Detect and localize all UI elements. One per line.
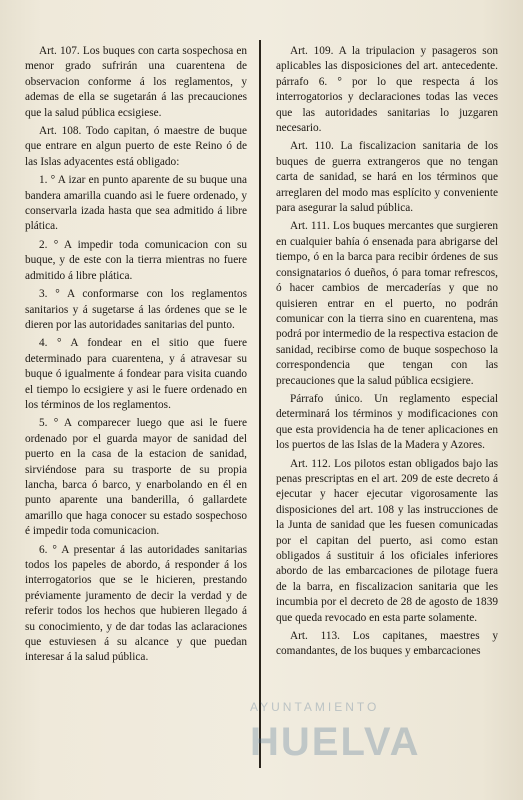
article-108-item-2: 2. ° A impedir toda comunicacion con su buque, y de este con la tierra mientras no fuere admitido á libre plática. — [25, 238, 247, 282]
watermark — [210, 700, 510, 800]
article-108-item-6: 6. ° A presentar á las autoridades sanitarias todos los papeles de abordo, á responder á los interrogatorios que se le hicieren, prestando préviamente juramento de decir la verdad y de referir todos los hechos que hubieren llegado á su conocimiento, y de dar todas las aclaraciones que estuviesen á su alcance y que puedan interesar á la salud pública. — [25, 543, 247, 664]
article-108-item-4: 4. ° A fondear en el sitio que fuere determinado para cuarentena, y á atravesar su buque ó igualmente á fondear para visita cuando el tiempo lo ecsigiere y asi le fuere ordenado en los términos de los reglamentos. — [25, 337, 247, 411]
article-112: Art. 112. Los pilotos estan obligados bajo las penas prescriptas en el art. 209 de este decreto á ejecutar y hacer ejecutar vigorosamente las disposiciones del art. 108 y las instrucciones de la Junta de sanidad que les fuesen comunicadas por el capitan del puerto, asi como estan obligados á sustituir á los oficiales inferiores abordo de las embarcaciones de pilotage fuera de la barra, en fiscalizacion sanitaria que les incumbia por el decreto de 28 de agosto de 1839 que queda revocado en esta parte solamente. — [276, 457, 498, 624]
article-109: Art. 109. A la tripulacion y pasageros son aplicables las disposiciones del art. antecedente. párrafo 6. ° por lo que respecta á los interrogatorios y declaraciones todas las veces que las autoridades sanitarias lo juzgaren necesario. — [276, 45, 498, 135]
left-column — [25, 44, 247, 669]
article-107: Art. 107. Los buques con carta sospechosa en menor grado sufrirán una cuarentena de observacion conforme á los reglamentos, y ademas de ella se sugetarán á las precauciones que la salud pública ecsigiese. — [25, 45, 247, 119]
article-108-item-5: 5. ° A comparecer luego que asi le fuere ordenado por el guarda mayor de sanidad del puerto en la casa de la estacion de sanidad, sirviéndose para su trasporte de su propia lancha, barca ó barco, y enarbolando en él en punto aparente una banderilla, ó gallardete amarillo que haga conocer su estado sospechoso é impedir toda comunicacion. — [25, 417, 247, 538]
right-column — [276, 44, 498, 663]
article-108-item-1: 1. ° A izar en punto aparente de su buque una bandera amarilla cuando asi le fuere ordenado, y conservarla izada hasta que sea admitido á libre plática. — [25, 174, 247, 233]
article-111-paragraph-unico: Párrafo único. Un reglamento especial determinará los términos y modificaciones con que esta providencia ha de tener aplicaciones en los puertos de las Islas de la Madera y Azores. — [276, 392, 498, 452]
column-divider — [259, 40, 261, 768]
watermark-big-text: HUELVA — [250, 720, 421, 764]
watermark-small-text: AYUNTAMIENTO — [250, 700, 380, 714]
article-110: Art. 110. La fiscalizacion sanitaria de los buques de guerra extrangeros que no tengan carta de sanidad, se hará en los términos que arreglaren del modo mas esplícito y conveniente para asegurar la salud pública. — [276, 140, 498, 215]
article-108: Art. 108. Todo capitan, ó maestre de buque que entrare en algun puerto de este Reino ó de las Islas adyacentes está obligado: — [25, 125, 247, 168]
article-111: Art. 111. Los buques mercantes que surgieren en cualquier bahía ó ensenada para abrigarse del tiempo, ó en la barca para recibir órdenes de sus consignatarios ó dueños, ó para tomar refrescos, ó hacer cambios de mercaderías y que no quisieren entrar en el puerto, no podrán comunicar con la tierra sino en cuarentena, mas podrá por intermedio de la respectiva estacion de sanidad, recibirse como de buque sospechoso la correspondencia que tengan con las precauciones que la salud pública ecsigiere. — [276, 220, 498, 387]
article-108-item-3: 3. ° A conformarse con los reglamentos sanitarios y á sugetarse á las órdenes que se le dieren por las autoridades sanitarias del punto. — [25, 288, 247, 331]
article-113: Art. 113. Los capitanes, maestres y comandantes, de los buques y embarcaciones — [276, 630, 498, 658]
